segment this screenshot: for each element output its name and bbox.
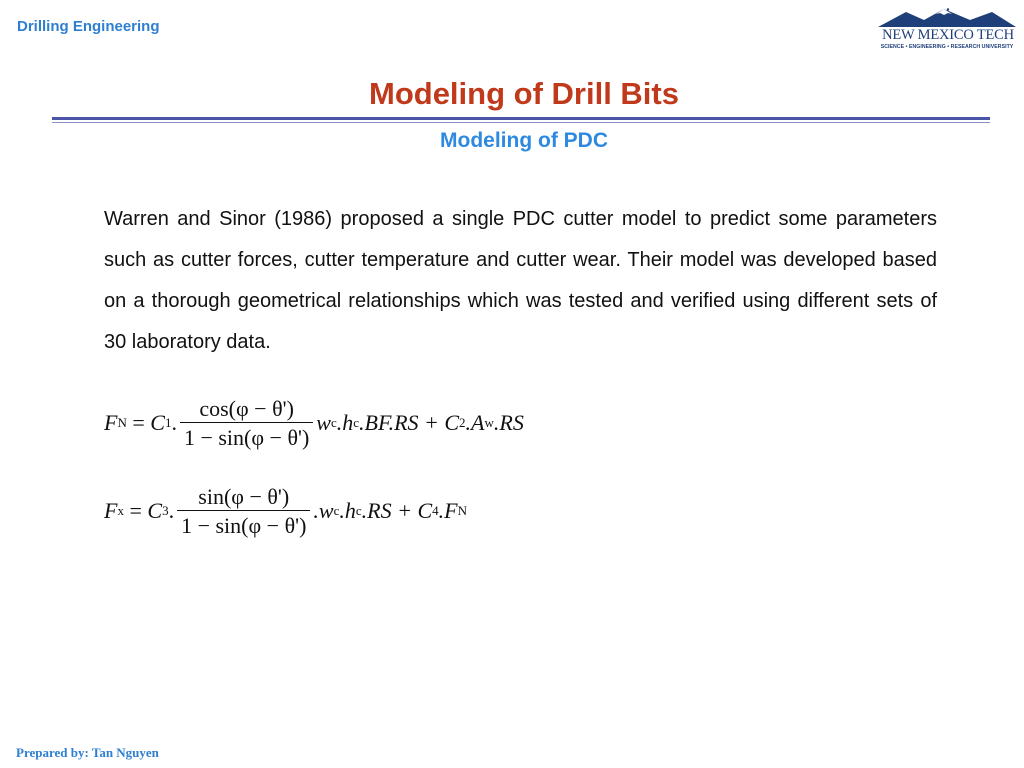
eq2-lhs: F [104,498,118,524]
mountain-logo-icon [876,8,1018,28]
prepared-by-footer: Prepared by: Tan Nguyen [16,745,159,760]
eq1-denominator: 1 − sin(φ − θ') [180,422,313,450]
eq1-fraction [180,396,313,451]
eq1-tail-a: w [316,410,331,436]
eq1-tail-rest: .BF.RS + C [359,410,460,436]
eq1-c1: C [150,410,165,436]
equation-tangential-force: F x = C 3 . $\frac{\sin(\varphi - \theta')}{1 - \sin(\varphi - \theta')}$ . w c . h c .RS + C 4 .F N [104,484,467,539]
university-logo [876,8,1018,54]
eq2-tail-a: w [318,498,334,524]
body-paragraph: Warren and Sinor (1986) proposed a single PDC cutter model to predict some parameters such as cutter forces, cutter temperature and cutter wear. Their model was developed based on a thorough geometrical relationships which was tested and verified using different sets of 30 laboratory data. [104,208,937,353]
eq1-numerator: cos(φ − θ') [199,396,294,421]
slide-subtitle: Modeling of PDC [440,129,608,152]
eq2-tail-b: h [344,498,356,524]
eq1-tail-b: h [342,410,354,436]
logo-tagline-text: SCIENCE • ENGINEERING • RESEARCH UNIVERSITY [880,44,1014,50]
title-divider-thin [52,122,990,123]
eq1-lhs: F [104,410,118,436]
eq2-denominator: 1 − sin(φ − θ') [177,510,310,538]
eq2-tail-rest: .RS + C [361,498,433,524]
eq2-tail-end-pre: .F [438,498,458,524]
slide-title: Modeling of Drill Bits [369,76,679,111]
equation-normal-force: F N = C 1 . $\frac{\cos(\varphi - \theta')}{1 - \sin(\varphi - \theta')}$ w c . h c .BF.RS + C 2 .A w .RS [104,396,524,451]
eq1-tail-end-pre: .A [465,410,485,436]
eq2-c1: C [147,498,163,524]
logo-name-text: NEW MEXICO TECH [882,27,1014,43]
title-divider [52,117,990,120]
eq1-tail-end: .RS [493,410,524,436]
eq2-fraction [177,484,310,539]
eq2-numerator: sin(φ − θ') [198,484,290,509]
course-label: Drilling Engineering [17,18,160,35]
